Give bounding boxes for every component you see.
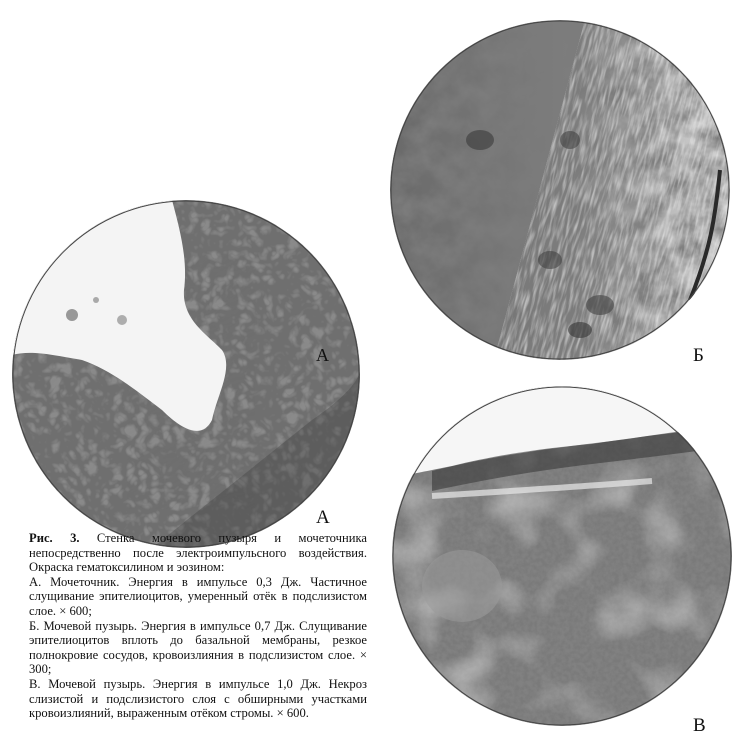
caption-intro-text: Стенка мочевого пузыря и мочеточника непосредственно после электроимпульсного воздействия. Окраска гематоксилином и эозином: xyxy=(29,531,367,575)
caption-intro xyxy=(29,531,367,575)
micrograph-c xyxy=(392,386,732,726)
panel-b-label: Б xyxy=(693,345,704,366)
micrograph-a xyxy=(12,200,360,548)
micrograph-b xyxy=(390,20,730,360)
micrograph-b-image xyxy=(390,20,730,360)
micrograph-a-image xyxy=(12,200,360,548)
panel-a-label: А xyxy=(316,507,330,528)
caption-item-b: Б. Мочевой пузырь. Энергия в импульсе 0,7 Дж. Слущивание эпителиоцитов вплоть до базальной мембраны, резкое полнокровие сосудов, кровоизлияния в подслизистом слое. × 300; xyxy=(29,618,367,677)
panel-c-label: В xyxy=(693,715,706,736)
caption-item-c: В. Мочевой пузырь. Энергия в импульсе 1,0 Дж. Некроз слизистой и подслизистого слоя с обширными участками кровоизлияний, выраженным отёком стромы. × 600. xyxy=(29,676,367,721)
figure-caption xyxy=(29,531,367,721)
micrograph-c-image xyxy=(392,386,732,726)
caption-lead: Рис. 3. xyxy=(29,531,80,545)
caption-item-a: А. Мочеточник. Энергия в импульсе 0,3 Дж. Частичное слущивание эпителиоцитов, умеренный отёк в подслизистом слое. × 600; xyxy=(29,574,367,618)
panel-a-inner-label: А xyxy=(316,345,329,365)
